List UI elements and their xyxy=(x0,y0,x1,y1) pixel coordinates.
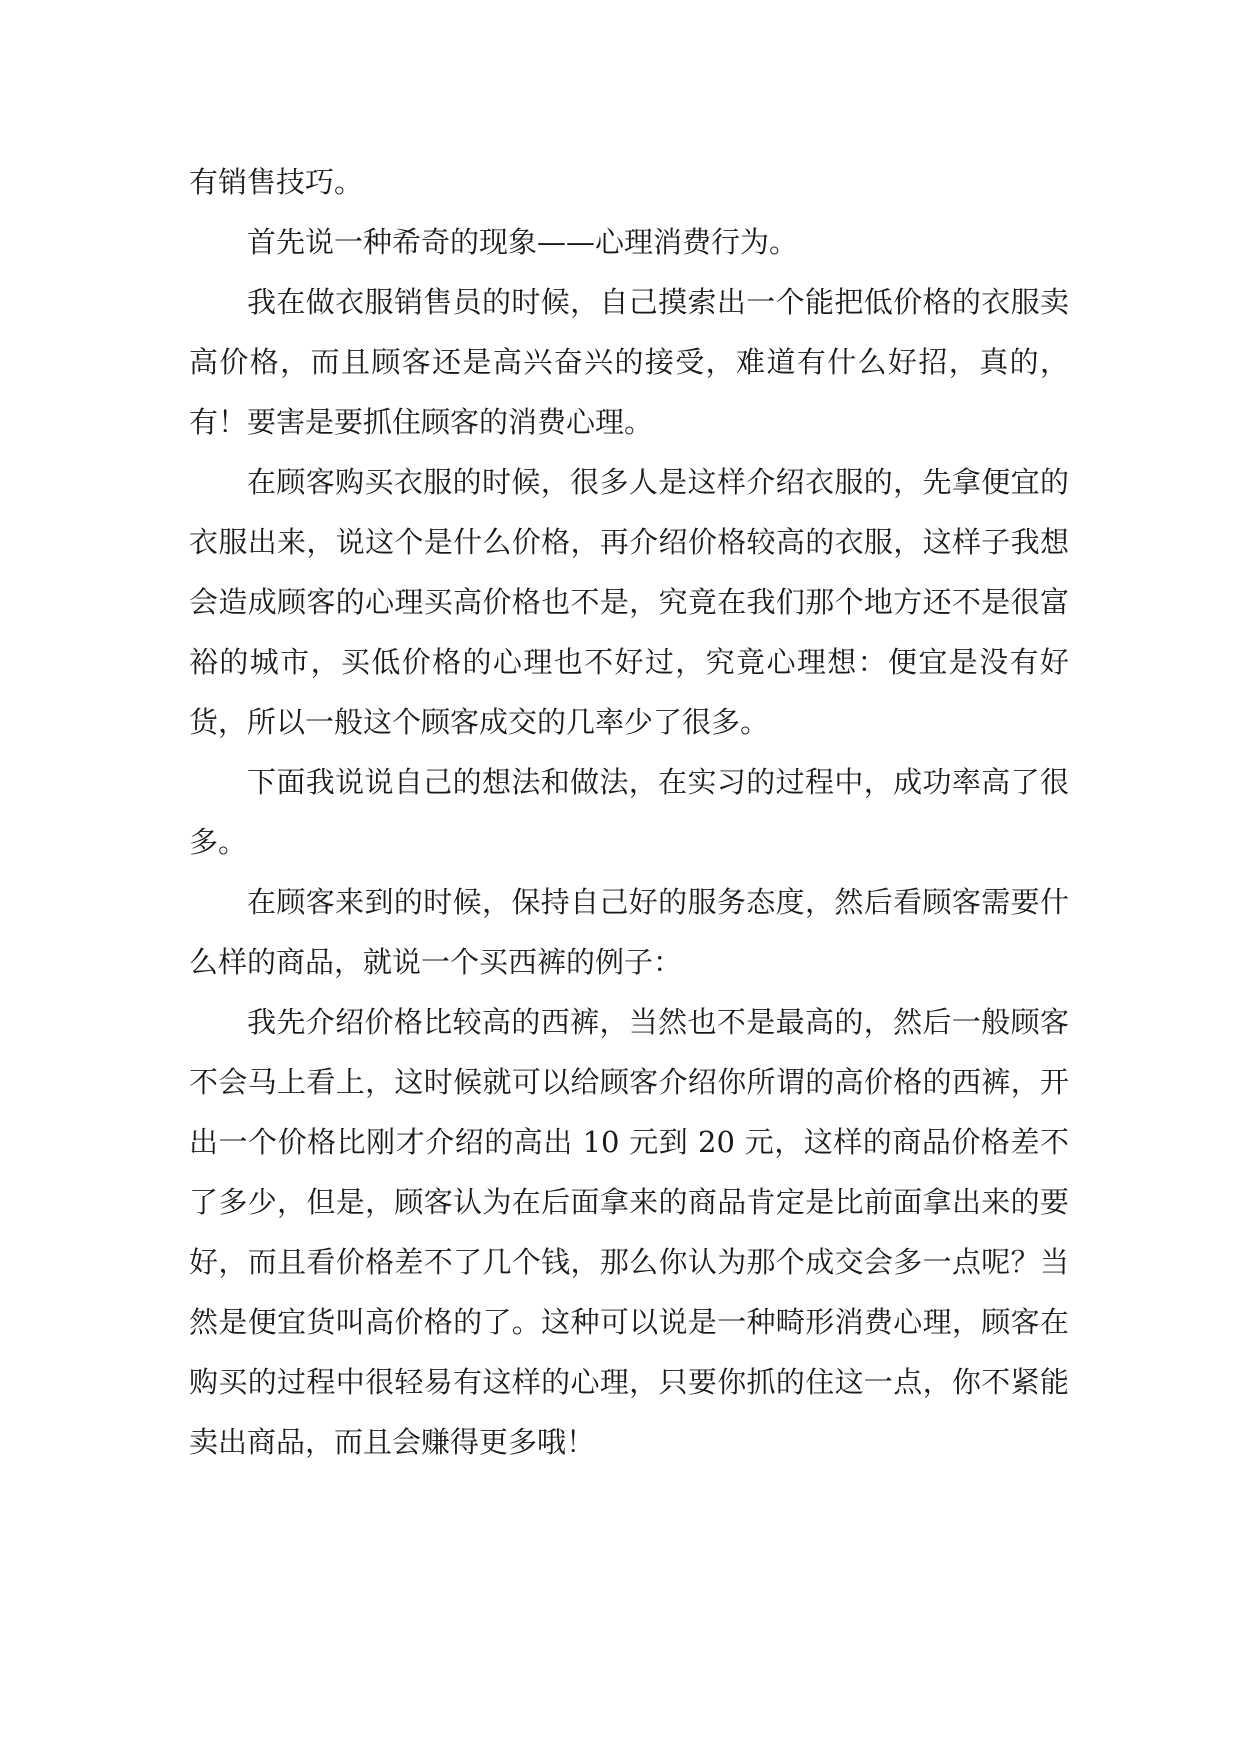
paragraph-service-attitude: 在顾客来到的时候，保持自己好的服务态度，然后看顾客需要什么样的商品，就说一个买西裤的例子： xyxy=(189,885,1069,979)
document-body xyxy=(189,152,1069,1472)
paragraph-common-approach: 在顾客购买衣服的时候，很多人是这样介绍衣服的，先拿便宜的衣服出来，说这个是什么价格，再介绍价格较高的衣服，这样子我想会造成顾客的心理买高价格也不是，究竟在我们那个地方还不是很富裕的城市，买低价格的心理也不好过，究竟心理想：便宜是没有好货，所以一般这个顾客成交的几率少了很多。 xyxy=(189,465,1069,739)
paragraph-trousers-example: 我先介绍价格比较高的西裤，当然也不是最高的，然后一般顾客不会马上看上，这时候就可以给顾客介绍你所谓的高价格的西裤，开出一个价格比刚才介绍的高出 10 元到 20 元，这样的商品价格差不了多少，但是，顾客认为在后面拿来的商品肯定是比前面拿出来的要好，而且看价格差不了几个钱，那么你认为那个成交会多一点呢？当然是便宜货叫高价格的了。这种可以说是一种畸形消费心理，顾客在购买的过程中很轻易有这样的心理，只要你抓的住这一点，你不紧能卖出商品，而且会赚得更多哦！ xyxy=(189,1005,1069,1459)
paragraph-my-approach: 下面我说说自己的想法和做法，在实习的过程中，成功率高了很多。 xyxy=(189,765,1069,859)
paragraph-experience: 我在做衣服销售员的时候，自己摸索出一个能把低价格的衣服卖高价格，而且顾客还是高兴奋兴的接受，难道有什么好招，真的，有！要害是要抓住顾客的消费心理。 xyxy=(189,285,1069,439)
paragraph-intro: 首先说一种希奇的现象——心理消费行为。 xyxy=(247,225,799,259)
paragraph-continued: 有销售技巧。 xyxy=(189,165,364,199)
